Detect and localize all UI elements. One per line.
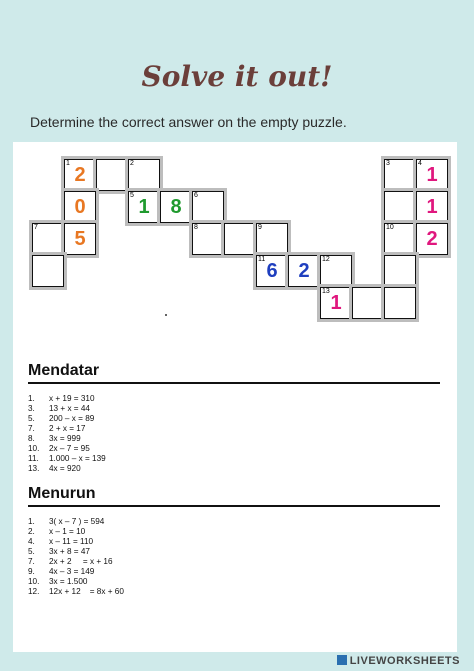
- clue-item: 4. x – 11 = 110: [28, 537, 94, 546]
- crossword-cell[interactable]: [32, 255, 64, 287]
- cell-number: 4: [418, 160, 422, 167]
- clue-item: 3. 13 + x = 44: [28, 404, 90, 413]
- cell-answer: 1: [138, 196, 150, 218]
- crossword-cell[interactable]: [320, 255, 352, 287]
- clue-item: 9. 4x – 3 = 149: [28, 567, 95, 576]
- clue-item: 12. 12x + 12 = 8x + 60: [28, 587, 124, 596]
- crossword-cell[interactable]: [32, 223, 64, 255]
- mendatar-heading: Mendatar: [28, 362, 100, 379]
- crossword-cell[interactable]: [416, 191, 448, 223]
- crossword-cell[interactable]: [352, 287, 384, 319]
- cell-number: 6: [194, 192, 198, 199]
- clue-item: 8. 3x = 999: [28, 434, 81, 443]
- crossword-cell[interactable]: [96, 159, 128, 191]
- cell-answer: 2: [298, 260, 310, 282]
- clue-item: 1. 3( x – 7 ) = 594: [28, 517, 105, 526]
- instruction-text: Determine the correct answer on the empty puzzle.: [30, 114, 347, 130]
- cell-answer: 1: [426, 196, 438, 218]
- crossword-cell[interactable]: [64, 223, 96, 255]
- crossword-cell[interactable]: [288, 255, 320, 287]
- crossword-cell[interactable]: [384, 287, 416, 319]
- cell-answer: 6: [266, 260, 278, 282]
- liveworksheets-icon: [337, 655, 347, 665]
- clue-item: 5. 3x + 8 = 47: [28, 547, 90, 556]
- crossword-cell[interactable]: [192, 191, 224, 223]
- clue-item: 2. x – 1 = 10: [28, 527, 86, 536]
- clue-item: 11. 1.000 – x = 139: [28, 454, 106, 463]
- crossword-cell[interactable]: [128, 159, 160, 191]
- cell-answer: 1: [330, 292, 342, 314]
- worksheet: [13, 142, 457, 652]
- liveworksheets-logo[interactable]: [337, 655, 460, 667]
- cell-number: 11: [258, 256, 266, 263]
- crossword-cell[interactable]: [384, 255, 416, 287]
- cell-answer: 8: [170, 196, 182, 218]
- crossword-cell[interactable]: [64, 191, 96, 223]
- crossword-cell[interactable]: [64, 159, 96, 191]
- clue-item: 10. 2x – 7 = 95: [28, 444, 90, 453]
- clue-item: 13. 4x = 920: [28, 464, 81, 473]
- cell-answer: 0: [74, 196, 86, 218]
- cell-number: 3: [386, 160, 390, 167]
- crossword-cell[interactable]: [224, 223, 256, 255]
- cell-number: 12: [322, 256, 330, 263]
- cell-answer: 1: [426, 164, 438, 186]
- cell-number: 9: [258, 224, 262, 231]
- crossword-cell[interactable]: [416, 159, 448, 191]
- cell-number: 13: [322, 288, 330, 295]
- crossword-cell[interactable]: [384, 223, 416, 255]
- clue-item: 1. x + 19 = 310: [28, 394, 95, 403]
- menurun-heading: Menurun: [28, 485, 96, 502]
- crossword-cell[interactable]: [160, 191, 192, 223]
- cell-answer: 2: [426, 228, 438, 250]
- crossword-grid: [13, 142, 457, 342]
- section-divider: [28, 505, 440, 507]
- page-title: Solve it out!: [141, 60, 333, 93]
- crossword-cell[interactable]: [384, 191, 416, 223]
- crossword-cell[interactable]: [256, 223, 288, 255]
- cell-answer: 5: [74, 228, 86, 250]
- crossword-cell[interactable]: [256, 255, 288, 287]
- menurun-clue-list: [28, 517, 124, 597]
- cell-number: 1: [66, 160, 70, 167]
- mendatar-clue-list: [28, 394, 106, 474]
- section-divider: [28, 382, 440, 384]
- cell-number: 7: [34, 224, 38, 231]
- clue-item: 10. 3x = 1.500: [28, 577, 88, 586]
- stray-dot: [165, 314, 167, 316]
- crossword-cell[interactable]: [192, 223, 224, 255]
- cell-number: 2: [130, 160, 134, 167]
- cell-number: 5: [130, 192, 134, 199]
- cell-number: 8: [194, 224, 198, 231]
- crossword-cell[interactable]: [384, 159, 416, 191]
- crossword-cell[interactable]: [128, 191, 160, 223]
- footer-label: LIVEWORKSHEETS: [349, 655, 460, 667]
- cell-number: 10: [386, 224, 394, 231]
- clue-item: 7. 2 + x = 17: [28, 424, 86, 433]
- crossword-cell[interactable]: [416, 223, 448, 255]
- clue-item: 5. 200 – x = 89: [28, 414, 95, 423]
- clue-item: 7. 2x + 2 = x + 16: [28, 557, 113, 566]
- crossword-cell[interactable]: [320, 287, 352, 319]
- cell-answer: 2: [74, 164, 86, 186]
